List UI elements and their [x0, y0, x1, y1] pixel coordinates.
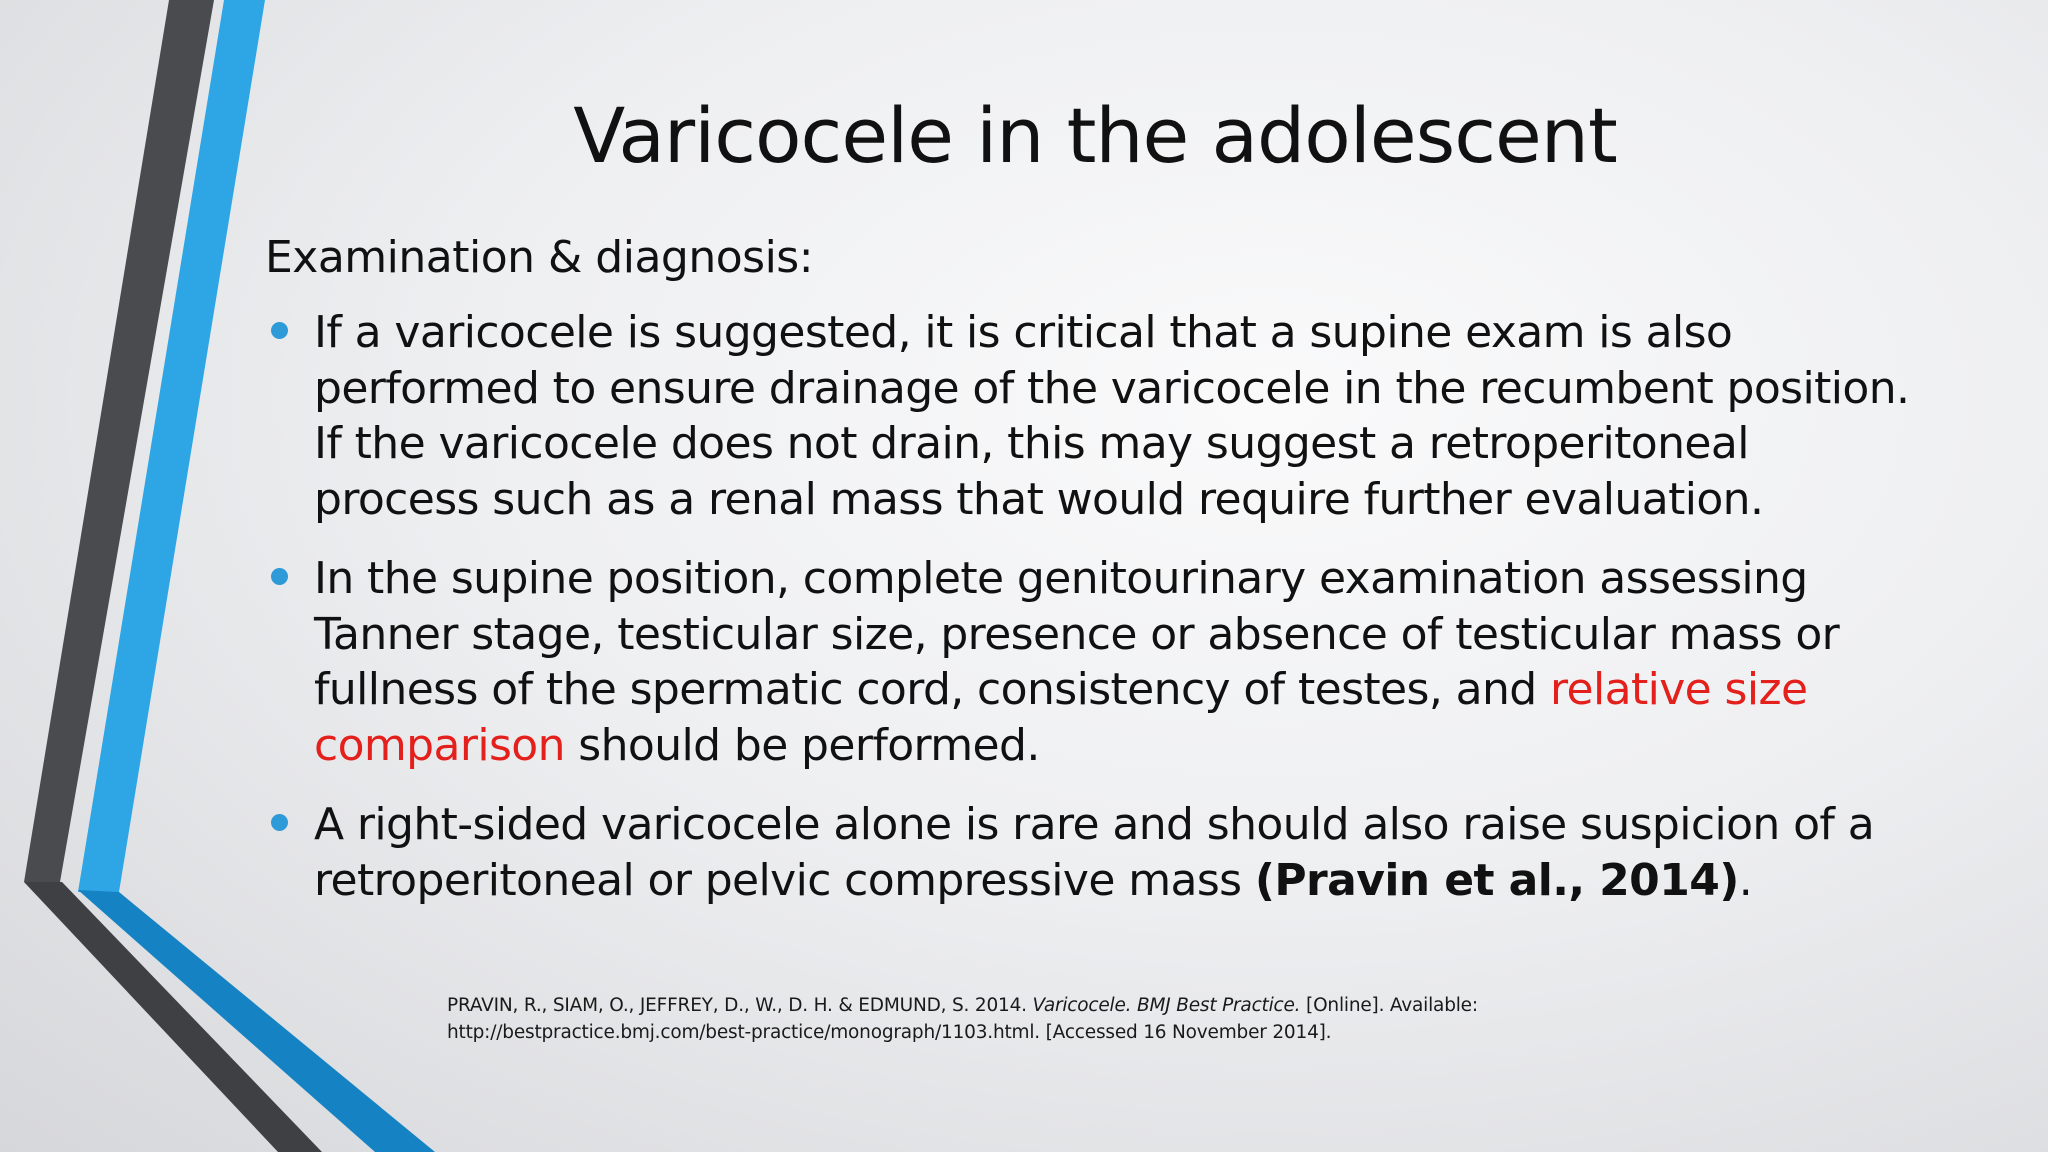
citation: (Pravin et al., 2014)	[1254, 854, 1739, 906]
reference-work: Varicocele. BMJ Best Practice.	[1032, 995, 1301, 1016]
bullet-text: In the supine position, complete genitourinary examination assessing Tanner stage, testicular size, presence or absence of testicular mass or fullness of the spermatic cord, consistency of testes, and	[314, 553, 1840, 715]
bullet-item-right-sided	[265, 797, 1925, 908]
bullet-text: If a varicocele is suggested, it is critical that a supine exam is also performed to ensure drainage of the varicocele in the recumbent position. If the varicocele does not drain, this may suggest a retroperitoneal process such as a renal mass that would require further evaluation.	[314, 307, 1910, 525]
reference-online: [Online]. Available:	[1300, 995, 1478, 1016]
highlighted-text: relative size comparison	[314, 664, 1808, 771]
reference-footnote	[447, 992, 1527, 1046]
reference-url: http://bestpractice.bmj.com/best-practice/monograph/1103.html. [Accessed 16 November 2014].	[447, 1022, 1332, 1043]
bullet-dot-icon	[271, 814, 288, 831]
bullet-text-end: should be performed.	[564, 719, 1040, 771]
section-heading: Examination & diagnosis:	[265, 232, 814, 283]
bullet-item-genitourinary-exam	[265, 551, 1925, 773]
bullet-list	[265, 305, 1925, 932]
reference-authors: PRAVIN, R., SIAM, O., JEFFREY, D., W., D. H. & EDMUND, S. 2014.	[447, 995, 1033, 1016]
bullet-text: A right-sided varicocele alone is rare and should also raise suspicion of a retroperitoneal or pelvic compressive mass	[314, 799, 1875, 906]
bullet-text-end: .	[1738, 854, 1753, 906]
bullet-dot-icon	[271, 568, 288, 585]
bullet-item-supine-exam	[265, 305, 1925, 527]
slide-title: Varicocele in the adolescent	[573, 91, 1617, 180]
bullet-dot-icon	[271, 322, 288, 339]
